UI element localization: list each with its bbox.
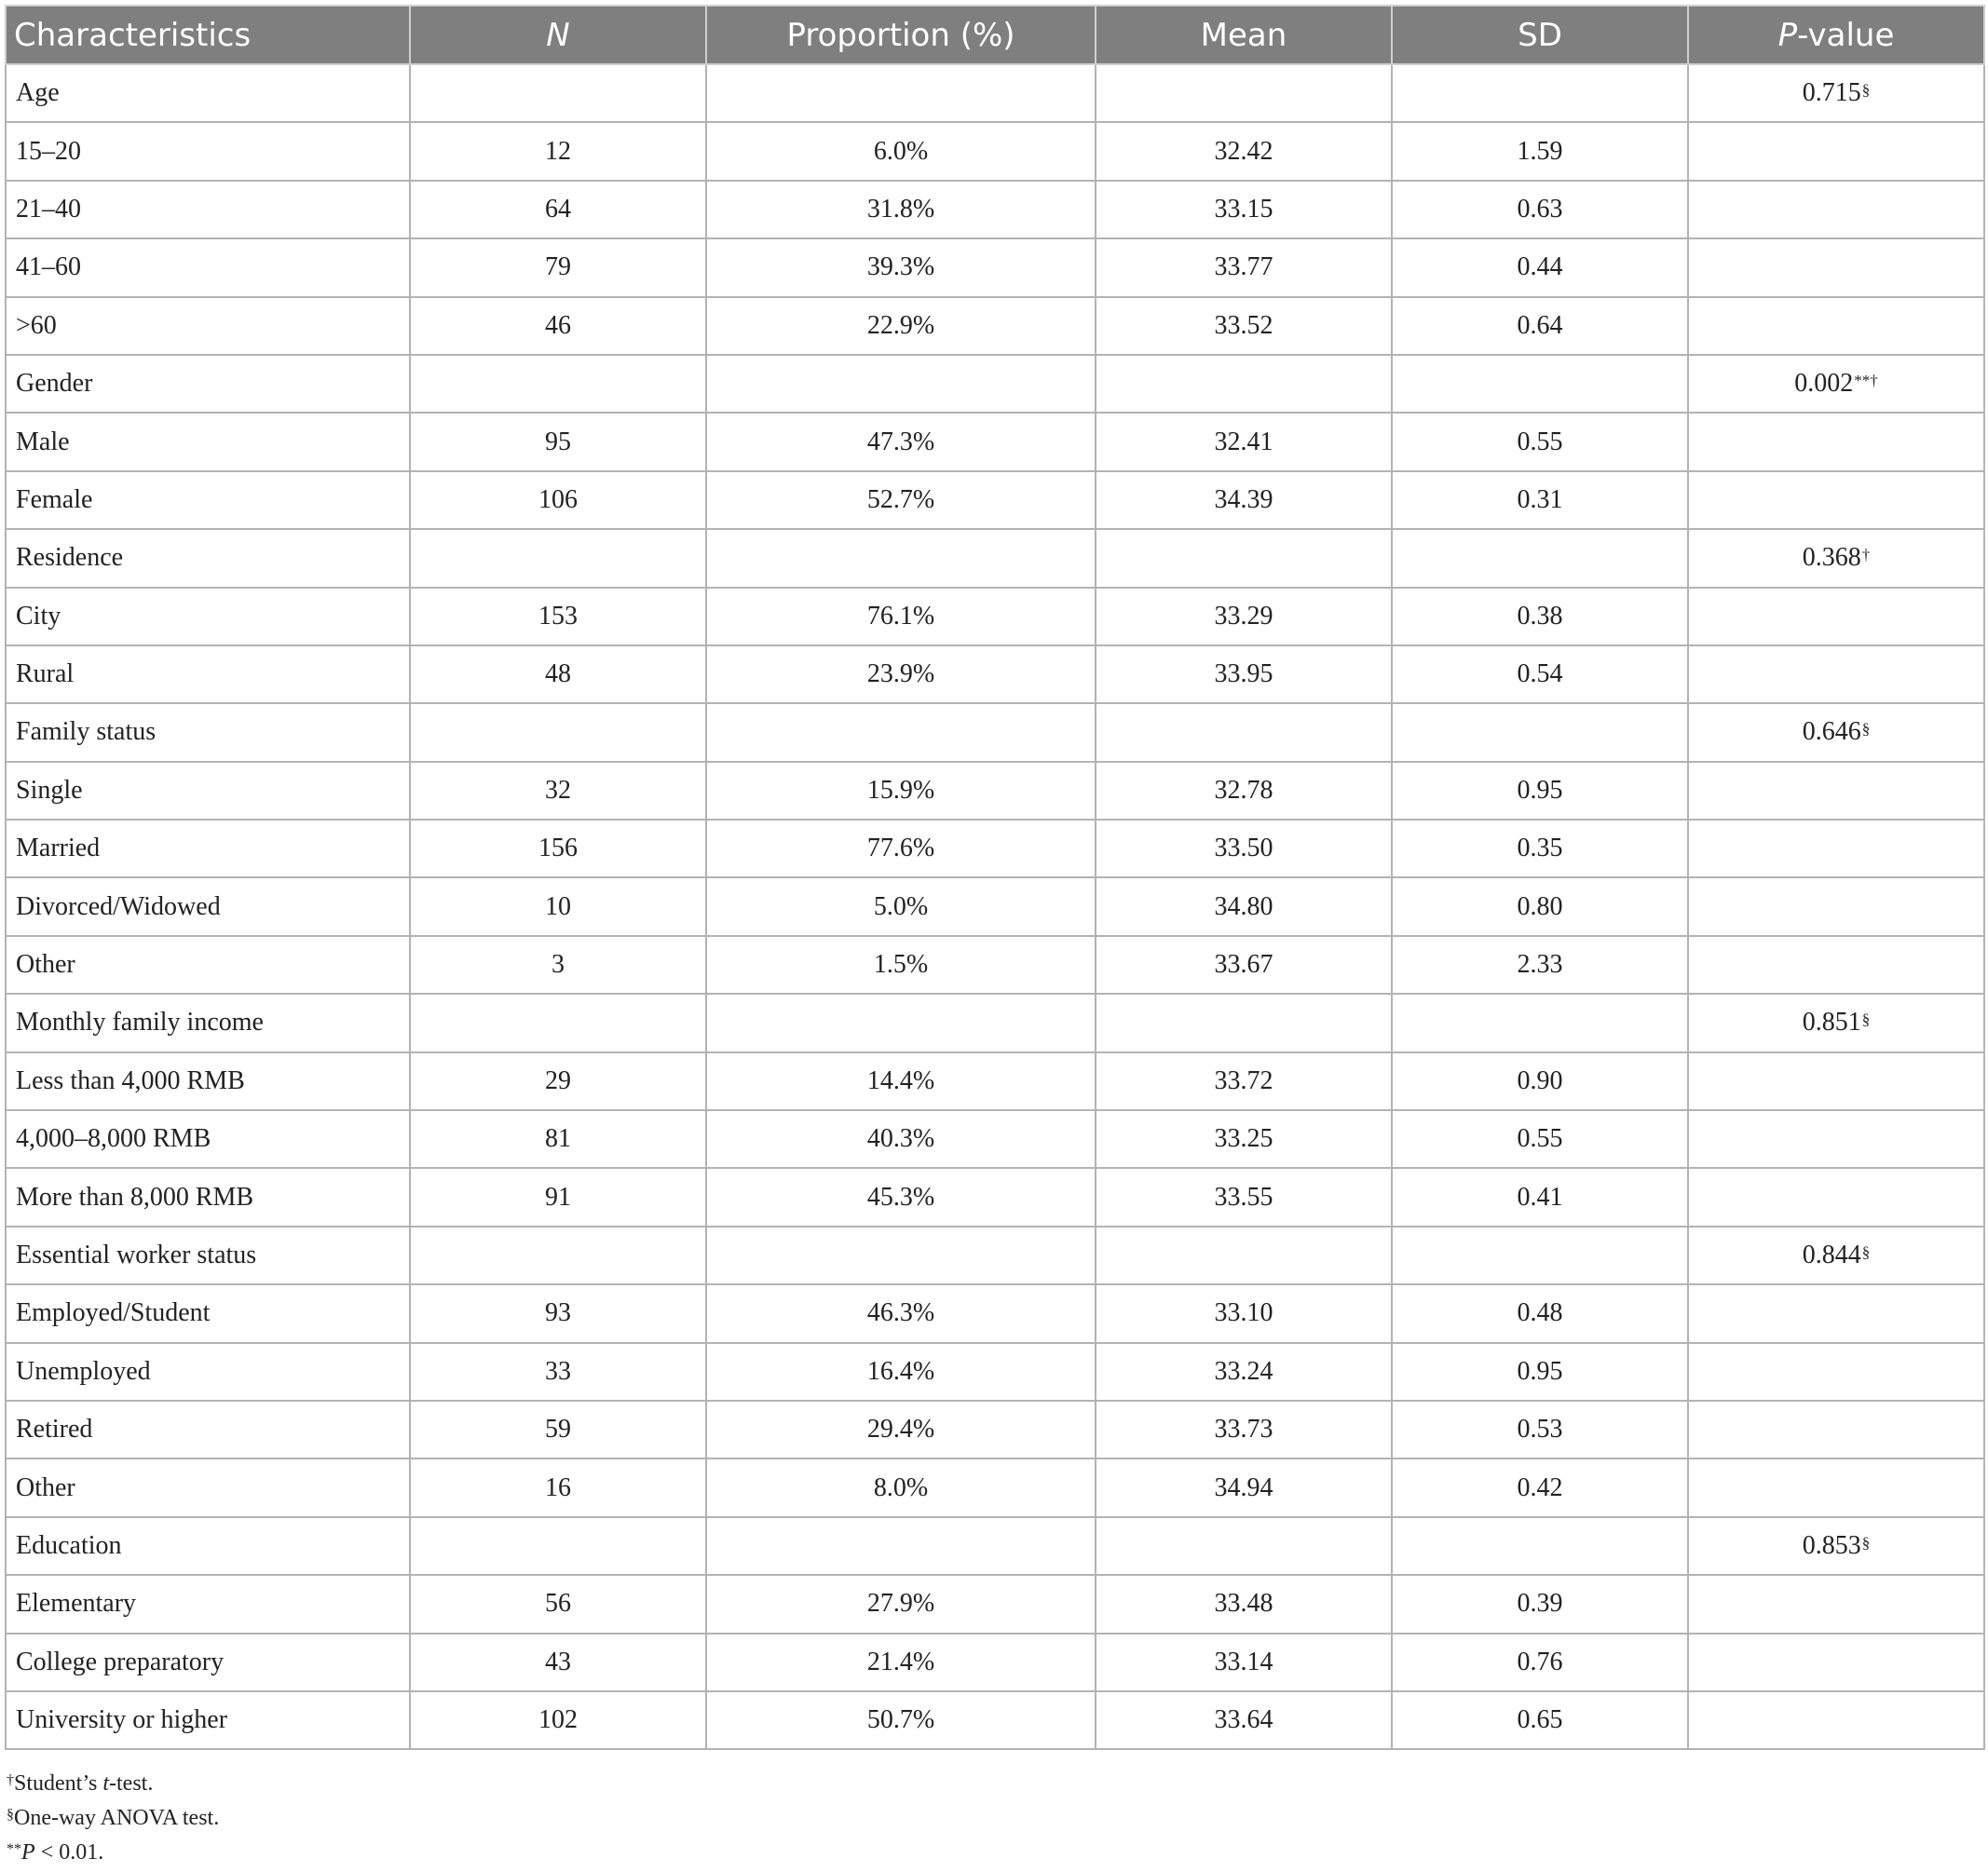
cell-n [410,529,706,587]
cell-proportion: 22.9% [706,297,1096,355]
cell-characteristic: Less than 4,000 RMB [6,1052,410,1110]
cell-n: 102 [410,1691,706,1749]
cell-sd: 0.95 [1392,1343,1688,1401]
table-row [6,1691,1984,1749]
footnote-star-text-after: < 0.01. [34,1840,104,1865]
table-row [6,355,1984,413]
footnotes [5,1767,1983,1870]
cell-characteristic: Unemployed [6,1343,410,1401]
cell-p-value [1688,820,1984,877]
header-mean: Mean [1096,6,1392,64]
cell-proportion: 76.1% [706,588,1096,645]
cell-characteristic: 41–60 [6,238,410,296]
cell-proportion: 31.8% [706,181,1096,238]
p-value-text: 0.002 [1794,369,1854,399]
footnote-anova [7,1801,1983,1836]
cell-sd: 0.31 [1392,471,1688,529]
cell-characteristic: Monthly family income [6,994,410,1051]
cell-characteristic: Gender [6,355,410,413]
cell-mean: 34.39 [1096,471,1392,529]
cell-proportion [706,1517,1096,1575]
cell-sd [1392,64,1688,122]
cell-p-value [1688,181,1984,238]
cell-p-value [1688,355,1984,413]
table-row [6,762,1984,820]
cell-p-value [1688,1517,1984,1575]
cell-sd: 2.33 [1392,936,1688,994]
footnote-star-symbol: ** [7,1841,21,1858]
table-row [6,994,1984,1051]
cell-proportion: 77.6% [706,820,1096,877]
footnote-students-t [7,1767,1983,1801]
cell-proportion: 40.3% [706,1110,1096,1168]
cell-n [410,703,706,761]
cell-sd: 0.63 [1392,181,1688,238]
cell-p-value [1688,64,1984,122]
cell-n: 106 [410,471,706,529]
cell-sd: 0.48 [1392,1284,1688,1342]
cell-n [410,1227,706,1284]
table-row [6,936,1984,994]
table-row [6,645,1984,703]
cell-mean [1096,529,1392,587]
cell-sd: 0.42 [1392,1458,1688,1516]
cell-proportion: 46.3% [706,1284,1096,1342]
cell-sd: 0.54 [1392,645,1688,703]
table-row [6,1227,1984,1284]
cell-sd: 0.53 [1392,1401,1688,1458]
footnote-dagger-text-before: Student’s [14,1771,103,1797]
cell-mean [1096,1517,1392,1575]
cell-p-value [1688,471,1984,529]
cell-proportion: 52.7% [706,471,1096,529]
header-n [410,6,706,64]
header-p-value [1688,6,1984,64]
cell-proportion: 6.0% [706,122,1096,180]
table-row [6,703,1984,761]
cell-proportion: 14.4% [706,1052,1096,1110]
cell-sd: 0.44 [1392,238,1688,296]
cell-characteristic: Retired [6,1401,410,1458]
cell-mean: 33.50 [1096,820,1392,877]
table-header-row [6,6,1984,64]
cell-mean: 32.78 [1096,762,1392,820]
cell-characteristic: Rural [6,645,410,703]
cell-n: 48 [410,645,706,703]
cell-p-value [1688,1634,1984,1691]
cell-p-value [1688,1458,1984,1516]
footnote-section-symbol: § [7,1807,14,1824]
cell-characteristic: Divorced/Widowed [6,877,410,935]
table-row [6,1401,1984,1458]
cell-p-value [1688,1575,1984,1633]
cell-p-value [1688,1284,1984,1342]
cell-p-value [1688,529,1984,587]
cell-characteristic: Other [6,936,410,994]
cell-mean [1096,994,1392,1051]
table-row [6,1517,1984,1575]
cell-characteristic: Single [6,762,410,820]
cell-mean: 33.14 [1096,1634,1392,1691]
cell-sd: 0.41 [1392,1168,1688,1226]
table-row [6,413,1984,470]
cell-sd: 1.59 [1392,122,1688,180]
cell-p-value [1688,1401,1984,1458]
cell-proportion: 39.3% [706,238,1096,296]
p-value-footnote-mark: § [1861,1011,1871,1029]
p-value-footnote-mark: § [1861,81,1871,100]
header-characteristics: Characteristics [6,6,410,64]
cell-proportion [706,1227,1096,1284]
table-row [6,1634,1984,1691]
p-value-footnote-mark: § [1861,720,1871,739]
cell-proportion [706,64,1096,122]
cell-sd: 0.39 [1392,1575,1688,1633]
cell-proportion: 29.4% [706,1401,1096,1458]
cell-n: 33 [410,1343,706,1401]
cell-n: 153 [410,588,706,645]
cell-n [410,64,706,122]
cell-characteristic: Family status [6,703,410,761]
table-row [6,1168,1984,1226]
cell-p-value [1688,1168,1984,1226]
cell-sd [1392,994,1688,1051]
cell-proportion [706,529,1096,587]
cell-characteristic: More than 8,000 RMB [6,1168,410,1226]
table-row [6,1343,1984,1401]
cell-proportion [706,994,1096,1051]
header-p-rest: -value [1797,16,1895,54]
footnote-star-text-italic: P [21,1840,35,1865]
cell-n [410,355,706,413]
cell-proportion: 45.3% [706,1168,1096,1226]
cell-sd: 0.38 [1392,588,1688,645]
cell-n: 93 [410,1284,706,1342]
cell-mean [1096,64,1392,122]
cell-p-value [1688,762,1984,820]
cell-mean: 33.55 [1096,1168,1392,1226]
cell-characteristic: University or higher [6,1691,410,1749]
table-row [6,238,1984,296]
cell-characteristic: Female [6,471,410,529]
cell-sd: 0.80 [1392,877,1688,935]
cell-mean: 32.42 [1096,122,1392,180]
cell-n: 79 [410,238,706,296]
table-row [6,529,1984,587]
data-table-document [5,5,1983,1870]
cell-n: 59 [410,1401,706,1458]
cell-sd [1392,1227,1688,1284]
cell-sd [1392,703,1688,761]
p-value-text: 0.715 [1802,78,1861,108]
cell-characteristic: College preparatory [6,1634,410,1691]
cell-p-value [1688,936,1984,994]
table-row [6,1458,1984,1516]
cell-n [410,994,706,1051]
cell-n: 56 [410,1575,706,1633]
p-value-text: 0.853 [1802,1530,1861,1560]
table-row [6,877,1984,935]
cell-characteristic: >60 [6,297,410,355]
cell-mean [1096,703,1392,761]
cell-characteristic: Age [6,64,410,122]
cell-p-value [1688,1691,1984,1749]
cell-proportion: 8.0% [706,1458,1096,1516]
cell-proportion: 21.4% [706,1634,1096,1691]
footnote-dagger-text-italic: t [102,1771,110,1797]
cell-p-value [1688,703,1984,761]
cell-characteristic: Elementary [6,1575,410,1633]
cell-mean: 32.41 [1096,413,1392,470]
footnote-dagger-text-after: -test. [109,1771,154,1797]
p-value-text: 0.851 [1802,1008,1861,1038]
cell-proportion: 15.9% [706,762,1096,820]
cell-n [410,1517,706,1575]
cell-proportion [706,703,1096,761]
table-body [6,64,1984,1749]
cell-p-value [1688,877,1984,935]
cell-sd: 0.55 [1392,1110,1688,1168]
cell-characteristic: 21–40 [6,181,410,238]
cell-p-value [1688,297,1984,355]
cell-sd [1392,355,1688,413]
p-value-footnote-mark: § [1861,1243,1871,1261]
footnote-dagger-symbol: † [7,1772,14,1789]
p-value-footnote-mark: § [1861,1533,1871,1552]
cell-n: 43 [410,1634,706,1691]
cell-mean: 33.24 [1096,1343,1392,1401]
p-value-footnote-mark: † [1861,546,1871,564]
cell-mean: 33.48 [1096,1575,1392,1633]
cell-characteristic: Education [6,1517,410,1575]
table-row [6,181,1984,238]
cell-mean: 33.64 [1096,1691,1392,1749]
cell-sd [1392,529,1688,587]
p-value-text: 0.368 [1802,543,1861,573]
cell-sd: 0.76 [1392,1634,1688,1691]
p-value-text: 0.844 [1802,1241,1861,1269]
cell-mean: 33.15 [1096,181,1392,238]
cell-mean: 33.29 [1096,588,1392,645]
cell-n: 32 [410,762,706,820]
cell-proportion [706,355,1096,413]
cell-p-value [1688,1052,1984,1110]
cell-sd: 0.65 [1392,1691,1688,1749]
cell-proportion: 16.4% [706,1343,1096,1401]
table-row [6,820,1984,877]
cell-characteristic: 15–20 [6,122,410,180]
cell-n: 12 [410,122,706,180]
cell-n: 16 [410,1458,706,1516]
characteristics-table [5,5,1985,1750]
cell-proportion: 1.5% [706,936,1096,994]
cell-proportion: 50.7% [706,1691,1096,1749]
cell-n: 95 [410,413,706,470]
cell-mean: 33.25 [1096,1110,1392,1168]
cell-p-value [1688,1343,1984,1401]
cell-proportion: 47.3% [706,413,1096,470]
cell-mean [1096,1227,1392,1284]
table-row [6,122,1984,180]
cell-mean: 33.95 [1096,645,1392,703]
table-row [6,1284,1984,1342]
cell-characteristic: Male [6,413,410,470]
cell-n: 91 [410,1168,706,1226]
cell-sd: 0.95 [1392,762,1688,820]
table-row [6,1110,1984,1168]
cell-p-value [1688,238,1984,296]
cell-proportion: 23.9% [706,645,1096,703]
cell-sd [1392,1517,1688,1575]
cell-p-value [1688,645,1984,703]
cell-characteristic: 4,000–8,000 RMB [6,1110,410,1168]
cell-proportion: 5.0% [706,877,1096,935]
cell-characteristic: Employed/Student [6,1284,410,1342]
cell-mean: 34.80 [1096,877,1392,935]
cell-n: 29 [410,1052,706,1110]
cell-sd: 0.64 [1392,297,1688,355]
cell-sd: 0.90 [1392,1052,1688,1110]
cell-mean: 34.94 [1096,1458,1392,1516]
cell-p-value [1688,1227,1984,1284]
header-proportion: Proportion (%) [706,6,1096,64]
header-p-italic: P [1777,16,1798,54]
cell-n: 64 [410,181,706,238]
cell-p-value [1688,588,1984,645]
cell-characteristic: Married [6,820,410,877]
cell-mean: 33.10 [1096,1284,1392,1342]
cell-characteristic: City [6,588,410,645]
cell-n: 81 [410,1110,706,1168]
cell-sd: 0.55 [1392,413,1688,470]
cell-n: 156 [410,820,706,877]
cell-characteristic: Residence [6,529,410,587]
header-n-label: N [546,16,570,54]
cell-n: 46 [410,297,706,355]
cell-n: 3 [410,936,706,994]
cell-characteristic: Essential worker status [6,1227,410,1284]
cell-n: 10 [410,877,706,935]
table-row [6,64,1984,122]
p-value-footnote-mark: **† [1854,372,1878,390]
cell-p-value [1688,1110,1984,1168]
cell-mean: 33.67 [1096,936,1392,994]
table-row [6,471,1984,529]
cell-sd: 0.35 [1392,820,1688,877]
cell-p-value [1688,413,1984,470]
header-sd: SD [1392,6,1688,64]
table-row [6,588,1984,645]
cell-characteristic: Other [6,1458,410,1516]
footnote-section-text: One-way ANOVA test. [14,1806,220,1831]
table-row [6,1575,1984,1633]
cell-mean: 33.72 [1096,1052,1392,1110]
table-row [6,1052,1984,1110]
table-row [6,297,1984,355]
cell-mean: 33.52 [1096,297,1392,355]
p-value-text: 0.646 [1802,717,1861,747]
cell-mean [1096,355,1392,413]
cell-proportion: 27.9% [706,1575,1096,1633]
cell-p-value [1688,122,1984,180]
cell-mean: 33.77 [1096,238,1392,296]
cell-mean: 33.73 [1096,1401,1392,1458]
cell-p-value [1688,994,1984,1051]
